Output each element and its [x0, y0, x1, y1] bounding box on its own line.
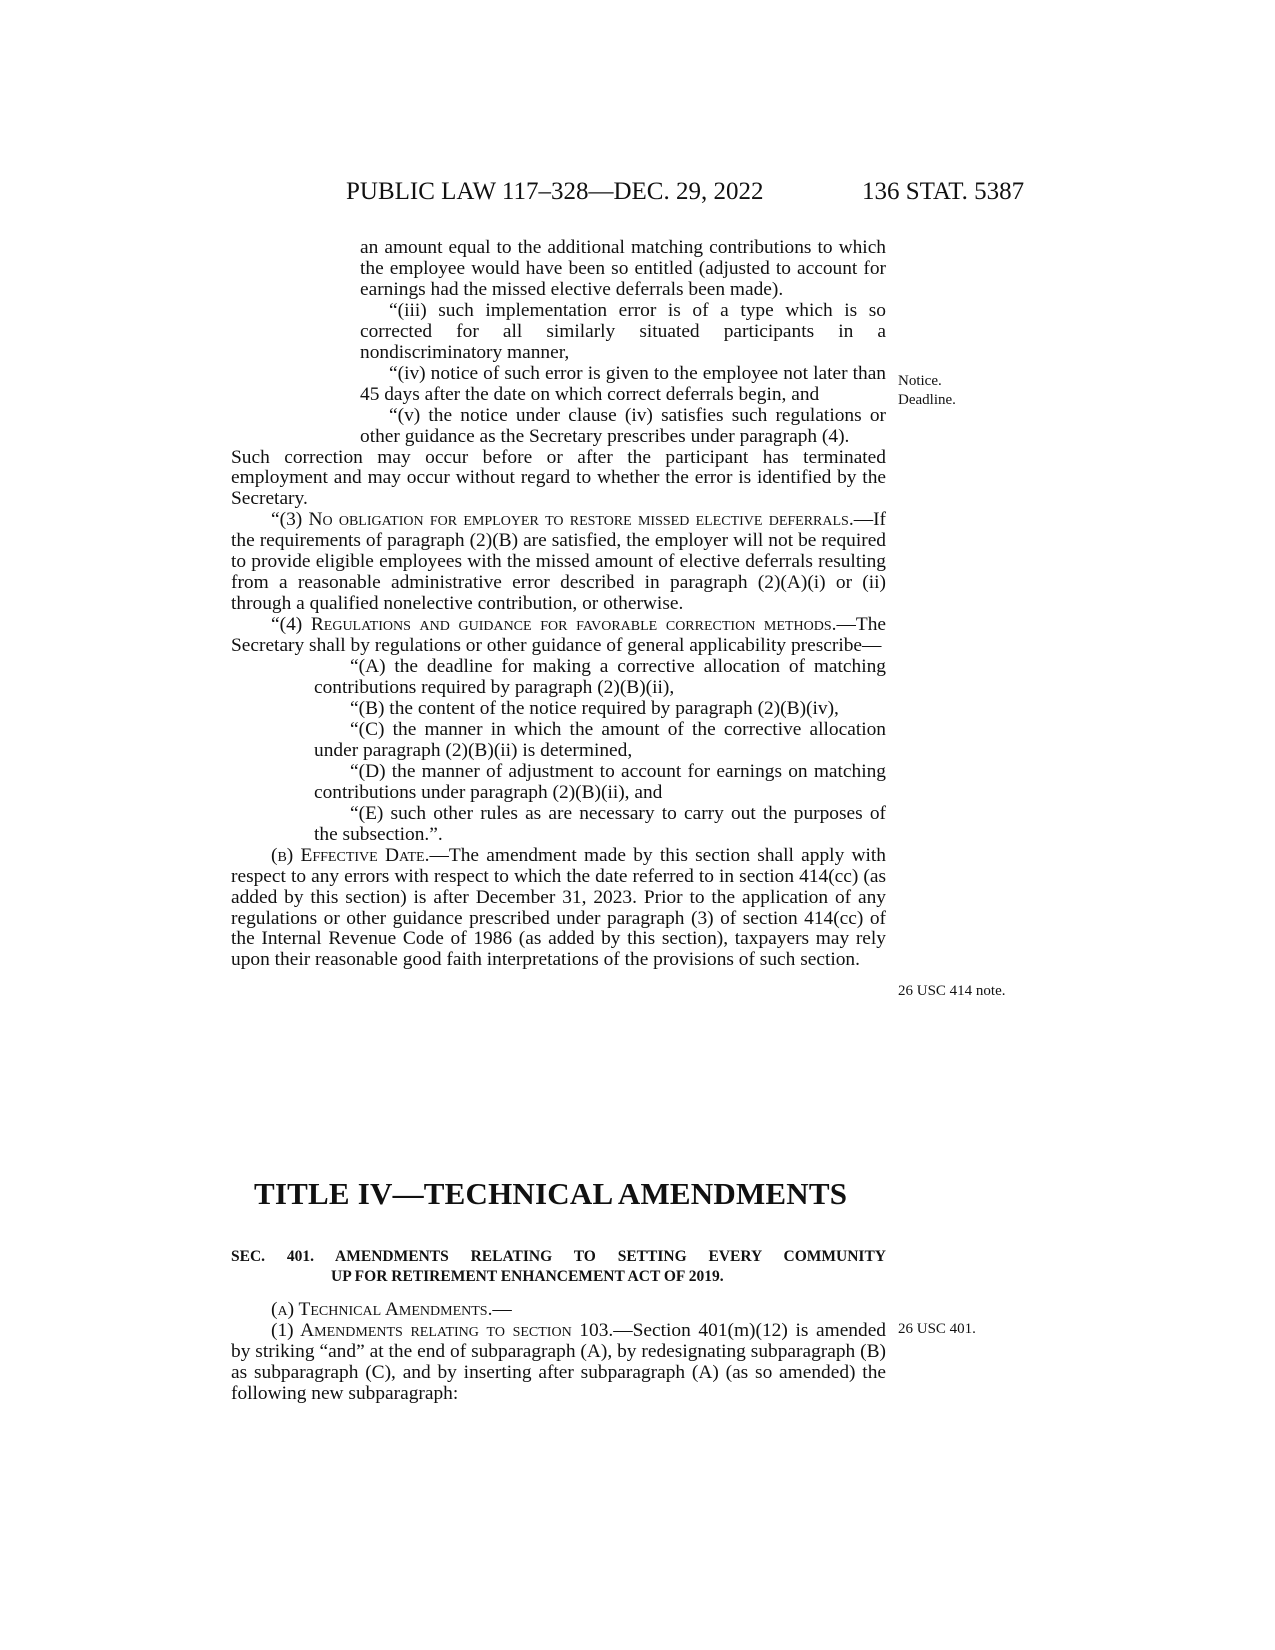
subparagraph-d: “(D) the manner of adjustment to account for earnings on matching contributions under paragraph (2)(B)(ii), and [314, 760, 886, 803]
flush-paragraph: Such correction may occur before or after the participant has terminated employment and may occur without regard to whether the error is identified by the Secretary. [231, 446, 886, 510]
running-header-page: 136 STAT. 5387 [862, 178, 1025, 205]
continuation-paragraph: an amount equal to the additional matching contributions to which the employee would have been so entitled (adjusted to account for earnings had the missed elective deferrals been made). [360, 237, 886, 300]
paragraph-4-text: —The Secretary shall by regulations or other guidance of general applicability prescribe— [231, 614, 886, 657]
paragraph-3-heading: “(3) No obligation for employer to restore missed elective deferrals. [271, 509, 854, 531]
effective-date-heading: (b) Effective Date. [271, 844, 430, 866]
subsection-a-heading: (a) Technical Amendments.— [271, 1299, 512, 1320]
margin-note-usc-414: 26 USC 414 note. [898, 983, 1006, 999]
clause-iv: “(iv) notice of such error is given to the employee not later than 45 days after the date on which correct deferrals begin, and [360, 362, 886, 405]
clause-block [231, 238, 886, 448]
effective-date-text: —The amendment made by this section shall apply with respect to any errors with respect to which the date referred to in section 414(cc) (as added by this section) is after December 31, 2023. Prior to the application of any regulations or other guidance prescribed under paragraph (3) of section 414(cc) of the Internal Revenue Code of 1986 (as added by this section), taxpayers may rely upon their reasonable good faith interpretations of the provisions of such section. [231, 844, 886, 971]
subsection-a [231, 1299, 886, 1320]
amendments-block [231, 1299, 886, 1404]
amendment-paragraph-1 [231, 1320, 886, 1404]
paragraph-3-text: —If the requirements of paragraph (2)(B) are satisfied, the employer will not be required to provide eligible employees with the missed amount of elective deferrals resulting from a reasonable administrative error described in paragraph (2)(A)(i) or (ii) through a qualified nonelective contribution, or otherwise. [231, 509, 886, 615]
effective-date-block [231, 846, 886, 972]
subparagraph-block [231, 657, 886, 846]
margin-note-usc-401: 26 USC 401. [898, 1321, 976, 1337]
paragraph-4 [231, 615, 886, 657]
subparagraph-e: “(E) such other rules as are necessary to carry out the purposes of the subsection.”. [314, 802, 886, 845]
section-heading [231, 1247, 886, 1287]
paragraph-block [231, 448, 886, 658]
title-heading: TITLE IV—TECHNICAL AMENDMENTS [254, 1176, 848, 1211]
clause-iii: “(iii) such implementation error is of a type which is so corrected for all similarly situated participants in a nondiscriminatory manner, [360, 299, 886, 363]
margin-note-notice: Notice. [898, 373, 942, 389]
subparagraph-a: “(A) the deadline for making a corrective allocation of matching contributions required by paragraph (2)(B)(ii), [314, 656, 886, 699]
paragraph-4-heading: “(4) Regulations and guidance for favorable correction methods. [271, 614, 837, 636]
running-header-left: PUBLIC LAW 117–328—DEC. 29, 2022 [346, 178, 764, 205]
statute-body [231, 238, 886, 971]
section-heading-line-2: UP FOR RETIREMENT ENHANCEMENT ACT OF 2019. [331, 1268, 724, 1285]
clause-v: “(v) the notice under clause (iv) satisfies such regulations or other guidance as the Secretary prescribes under paragraph (4). [360, 404, 886, 447]
amendment-paragraph-1-heading: (1) Amendments relating to section 103. [271, 1320, 614, 1341]
paragraph-3 [231, 510, 886, 615]
amendment-paragraph-1-text: —Section 401(m)(12) is amended by striking “and” at the end of subparagraph (A), by redesignating subparagraph (B) as subparagraph (C), and by inserting after subparagraph (A) (as so amended) the following new subparagraph: [231, 1320, 886, 1404]
section-heading-line-1: SEC. 401. AMENDMENTS RELATING TO SETTING EVERY COMMUNITY [231, 1248, 886, 1265]
subparagraph-b: “(B) the content of the notice required by paragraph (2)(B)(iv), [350, 697, 839, 719]
effective-date-paragraph [231, 846, 886, 972]
subparagraph-c: “(C) the manner in which the amount of the corrective allocation under paragraph (2)(B)(ii) is determined, [314, 718, 886, 761]
margin-note-deadline: Deadline. [898, 392, 956, 408]
